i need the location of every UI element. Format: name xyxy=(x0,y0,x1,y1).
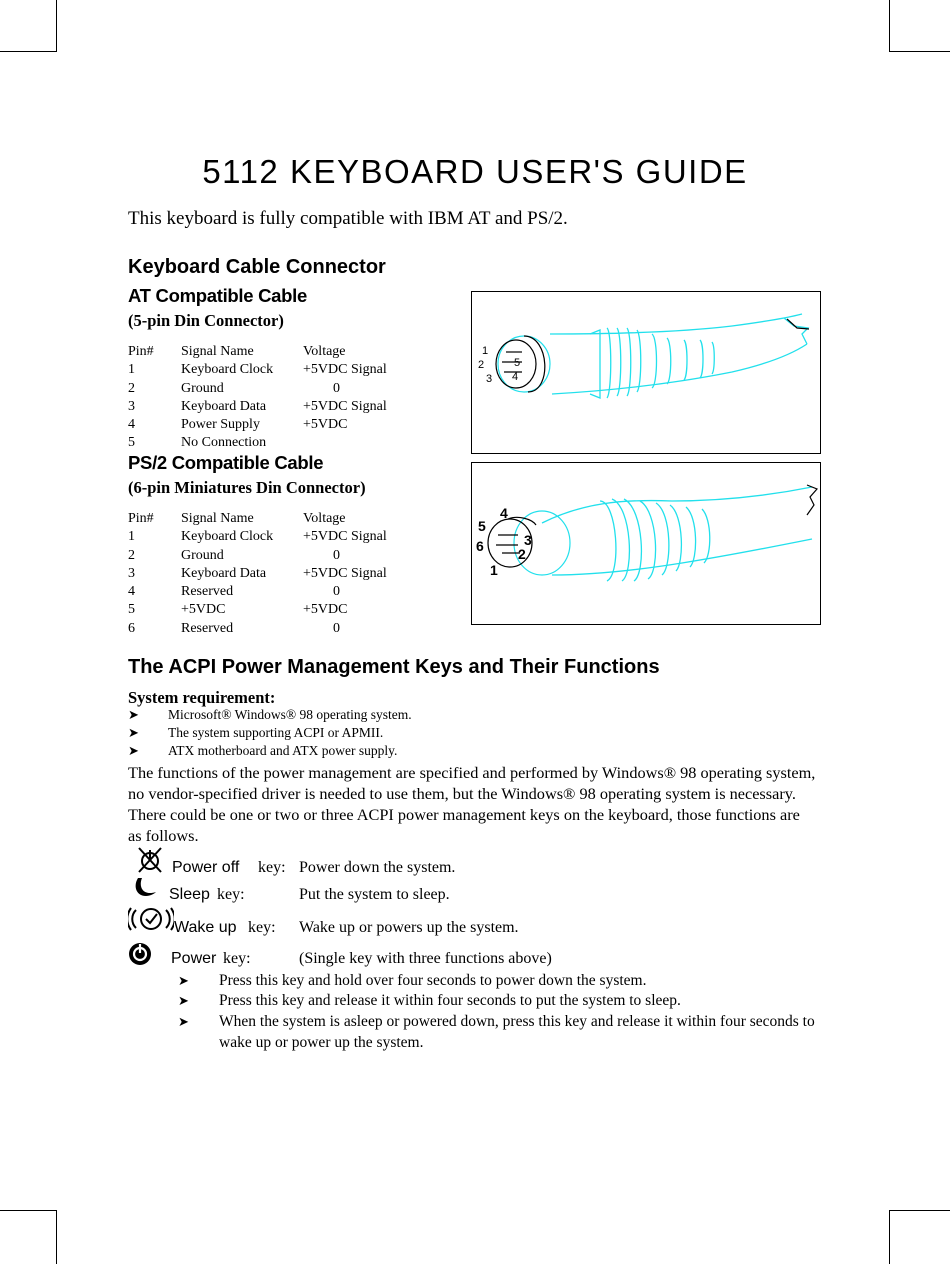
signal-cell: Ground xyxy=(181,547,224,563)
key-name: Power xyxy=(171,950,217,967)
signal-cell: Ground xyxy=(181,380,224,396)
acpi-heading: The ACPI Power Management Keys and Their Functions xyxy=(128,656,660,678)
col-voltage: Voltage xyxy=(303,344,346,359)
col-pin: Pin# xyxy=(128,344,154,359)
requirement-text: ATX motherboard and ATX power supply. xyxy=(168,743,398,758)
pin-label: 3 xyxy=(524,532,532,548)
pin-label: 6 xyxy=(476,538,484,554)
power-icon xyxy=(128,940,154,966)
crop-mark xyxy=(889,1210,950,1211)
pin-label: 2 xyxy=(478,359,485,371)
key-suffix: key: xyxy=(248,919,276,936)
crop-mark xyxy=(56,1210,57,1264)
signal-cell: Keyboard Data xyxy=(181,565,267,581)
note-text: Press this key and hold over four seconds to power down the system. xyxy=(219,972,647,989)
pin-cell: 1 xyxy=(128,362,135,378)
power-off-icon xyxy=(136,844,164,874)
key-name: Wake up xyxy=(174,919,237,936)
key-name: Power off xyxy=(172,859,240,876)
pin-cell: 5 xyxy=(128,435,135,451)
functions-paragraph xyxy=(128,762,815,846)
pin-cell: 2 xyxy=(128,380,135,396)
wake-up-key-row xyxy=(128,904,728,934)
ps2-connector-figure xyxy=(471,462,821,625)
voltage-cell: +5VDC xyxy=(303,417,348,433)
paragraph-line: The functions of the power management are specified and performed by Windows® 98 operating system, xyxy=(128,763,816,782)
paragraph-line: as follows. xyxy=(128,826,199,845)
page-title: 5112 KEYBOARD USER'S GUIDE xyxy=(202,153,748,190)
pin-cell: 4 xyxy=(128,417,135,433)
pin-label: 2 xyxy=(518,546,526,562)
ps2-subheading: (6-pin Miniatures Din Connector) xyxy=(128,478,366,497)
paragraph-line: There could be one or two or three ACPI power management keys on the keyboard, those functions are xyxy=(128,805,800,824)
pin-label: 1 xyxy=(490,562,498,578)
pin-cell: 4 xyxy=(128,584,135,600)
col-voltage: Voltage xyxy=(303,511,346,526)
pin-label: 1 xyxy=(482,345,489,357)
voltage-cell: +5VDC Signal xyxy=(303,362,387,378)
col-pin: Pin# xyxy=(128,511,154,526)
paragraph-line: no vendor-specified driver is needed to use them, but the Windows® 98 operating system is necessary. xyxy=(128,784,796,803)
voltage-cell: +5VDC Signal xyxy=(303,398,387,414)
voltage-cell: +5VDC Signal xyxy=(303,529,387,545)
requirement-text: The system supporting ACPI or APMII. xyxy=(168,725,384,740)
voltage-cell: 0 xyxy=(333,380,340,396)
signal-cell: Reserved xyxy=(181,584,234,600)
requirement-label: System requirement: xyxy=(128,688,276,707)
crop-mark xyxy=(889,0,890,52)
note-text: Press this key and release it within four seconds to put the system to sleep. xyxy=(219,992,681,1009)
crop-mark xyxy=(889,51,950,52)
key-suffix: key: xyxy=(223,950,251,967)
signal-cell: Keyboard Clock xyxy=(181,529,274,545)
connector-heading: Keyboard Cable Connector xyxy=(128,256,386,278)
crop-mark xyxy=(0,1210,57,1211)
at-connector-figure xyxy=(471,291,821,454)
voltage-cell: +5VDC Signal xyxy=(303,565,387,581)
signal-cell: Keyboard Data xyxy=(181,398,267,414)
note-text: When the system is asleep or powered down, press this key and release it within four seconds to wake up or power up the system. xyxy=(219,1013,815,1051)
sleep-key-row xyxy=(128,876,728,906)
signal-cell: Reserved xyxy=(181,620,234,636)
key-description: Power down the system. xyxy=(299,859,456,876)
key-name: Sleep xyxy=(169,886,210,903)
voltage-cell: 0 xyxy=(333,584,340,600)
ps2-heading: PS/2 Compatible Cable xyxy=(128,452,324,473)
signal-cell: Keyboard Clock xyxy=(181,362,274,378)
pin-cell: 2 xyxy=(128,547,135,563)
signal-cell: Power Supply xyxy=(181,417,260,433)
signal-cell: No Connection xyxy=(181,435,267,451)
pin-label: 5 xyxy=(514,357,521,369)
intro-text: This keyboard is fully compatible with IBM AT and PS/2. xyxy=(128,208,568,229)
key-description: (Single key with three functions above) xyxy=(299,950,552,967)
col-signal: Signal Name xyxy=(181,511,254,526)
pin-cell: 6 xyxy=(128,620,135,636)
col-signal: Signal Name xyxy=(181,344,254,359)
requirement-text: Microsoft® Windows® 98 operating system. xyxy=(168,707,412,722)
crop-mark xyxy=(0,51,57,52)
pin-cell: 1 xyxy=(128,529,135,545)
wake-up-alarm-icon xyxy=(128,904,174,934)
key-suffix: key: xyxy=(217,886,245,903)
voltage-cell: +5VDC xyxy=(303,602,348,618)
pin-label: 3 xyxy=(486,373,493,385)
pin-cell: 5 xyxy=(128,602,135,618)
at-heading: AT Compatible Cable xyxy=(128,285,307,306)
power-key-row xyxy=(128,940,728,970)
pin-cell: 3 xyxy=(128,398,135,414)
power-off-key-row xyxy=(128,844,728,874)
key-description: Put the system to sleep. xyxy=(299,886,450,903)
pin-label: 4 xyxy=(500,505,508,521)
signal-cell: +5VDC xyxy=(181,602,226,618)
sleep-moon-icon xyxy=(132,876,158,900)
key-description: Wake up or powers up the system. xyxy=(299,919,519,936)
pin-label: 4 xyxy=(512,371,519,383)
pin-label: 5 xyxy=(478,518,486,534)
crop-mark xyxy=(56,0,57,52)
at-subheading: (5-pin Din Connector) xyxy=(128,311,284,330)
crop-mark xyxy=(889,1210,890,1264)
key-suffix: key: xyxy=(258,859,286,876)
pin-cell: 3 xyxy=(128,565,135,581)
voltage-cell: 0 xyxy=(333,620,340,636)
voltage-cell: 0 xyxy=(333,547,340,563)
